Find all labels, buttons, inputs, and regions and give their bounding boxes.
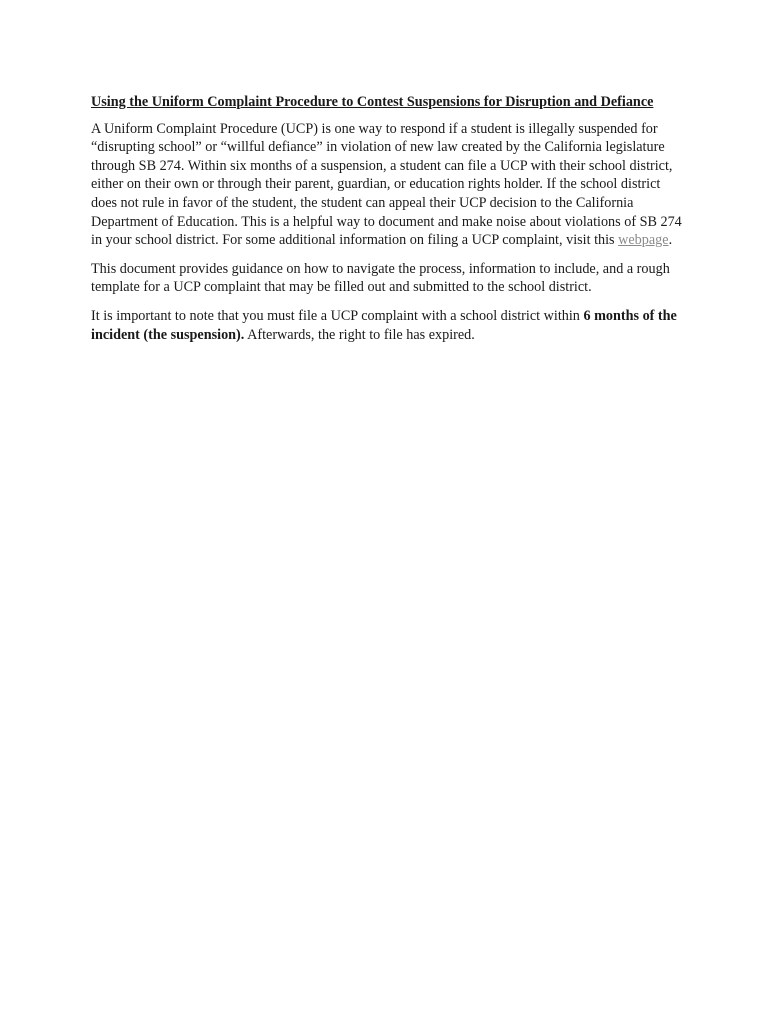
intro-paragraph-end: . (668, 232, 673, 249)
deadline-emphasis: 6 months of the incident (the suspension). (91, 307, 677, 343)
deadline-paragraph-end: Afterwards, the right to file has expired. (244, 326, 475, 343)
webpage-link[interactable]: webpage (618, 232, 669, 249)
intro-paragraph (91, 120, 683, 250)
deadline-paragraph (91, 307, 683, 344)
guidance-paragraph: This document provides guidance on how to navigate the process, information to include, and a rough template for a UCP complaint that may be filled out and submitted to the school district. (91, 260, 670, 296)
deadline-paragraph-start: It is important to note that you must file a UCP complaint with a school district within (91, 307, 584, 324)
document-body (91, 93, 683, 354)
document-title: Using the Uniform Complaint Procedure to Contest Suspensions for Disruption and Defiance (91, 94, 654, 110)
intro-paragraph-text: A Uniform Complaint Procedure (UCP) is one way to respond if a student is illegally suspended for “disrupting school” or “willful defiance” in violation of new law created by the California legislature through SB 274. Within six months of a suspension, a student can file a UCP with their school district, either on their own or through their parent, guardian, or education rights holder. If the school district does not rule in favor of the student, the student can appeal their UCP decision to the California Department of Education. This is a helpful way to document and make noise about violations of SB 274 in your school district. For some additional information on filing a UCP complaint, visit this (91, 120, 682, 249)
